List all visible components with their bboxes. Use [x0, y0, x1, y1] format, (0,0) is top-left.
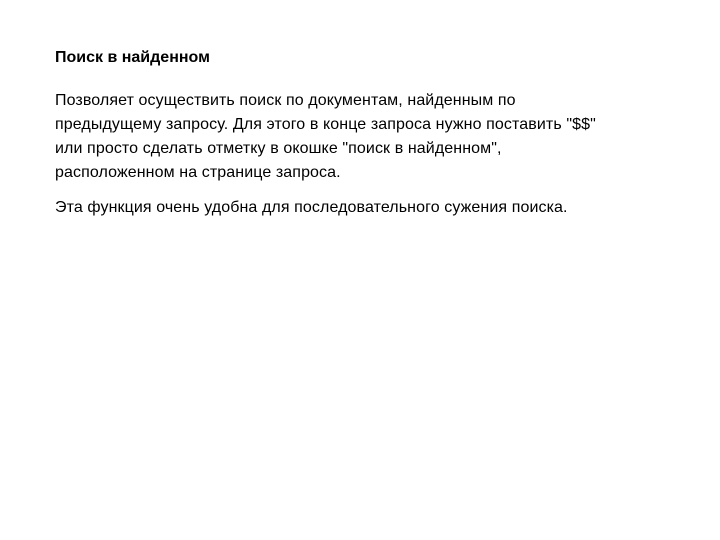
paragraph-description [55, 89, 675, 185]
paragraph-line: расположенном на странице запроса. [55, 164, 341, 181]
page-title: Поиск в найденном [55, 49, 210, 66]
paragraph-note [55, 196, 675, 220]
paragraph-line: Эта функция очень удобна для последовательного сужения поиска. [55, 199, 568, 216]
document-content [55, 48, 675, 220]
paragraph-line: предыдущему запросу. Для этого в конце запроса нужно поставить "$$" [55, 116, 596, 133]
paragraph-line: Позволяет осуществить поиск по документам, найденным по [55, 92, 516, 109]
paragraph-line: или просто сделать отметку в окошке "поиск в найденном", [55, 140, 502, 157]
